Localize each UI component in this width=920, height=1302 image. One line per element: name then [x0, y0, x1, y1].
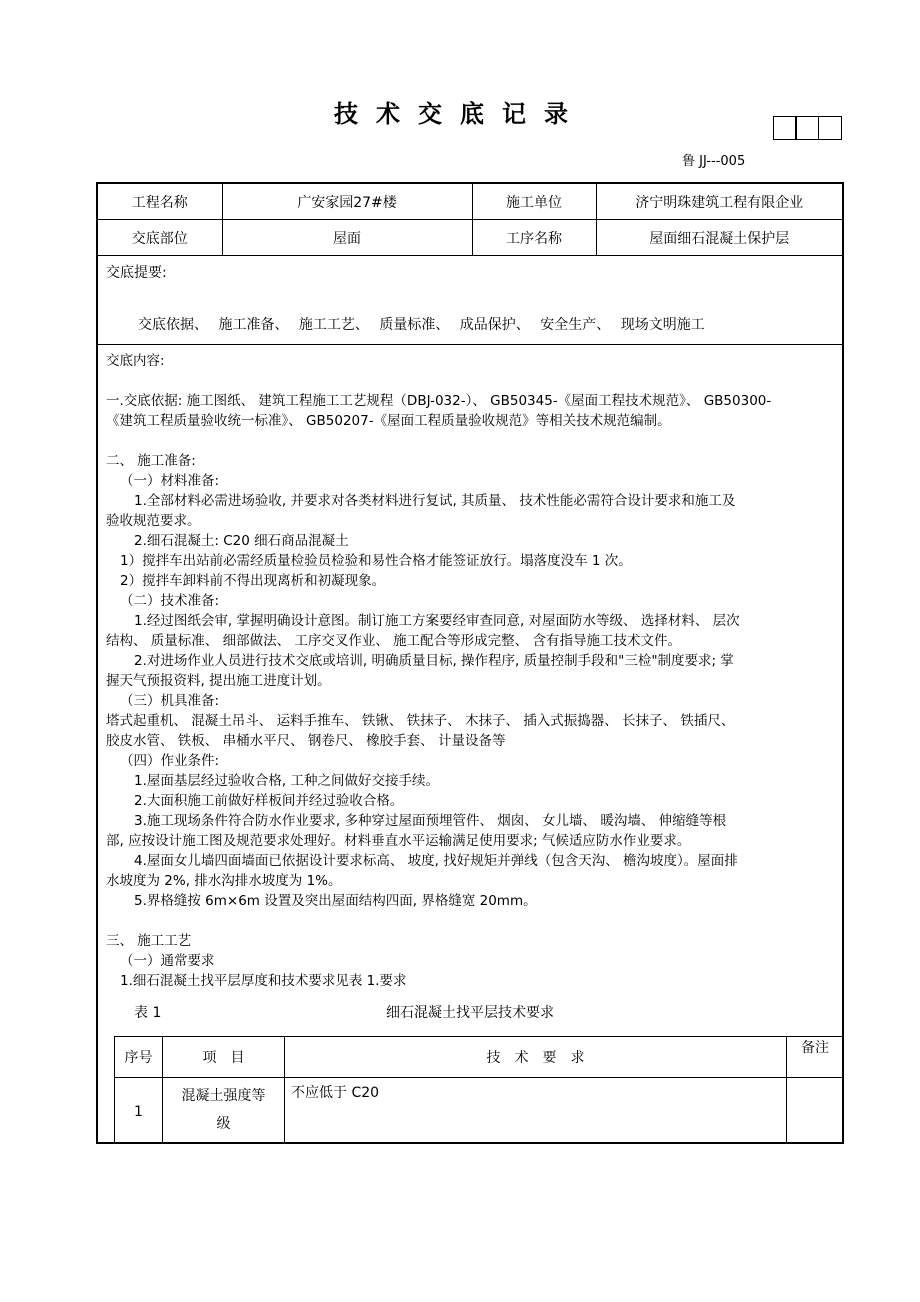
- content-line: 一.交底依据: 施工图纸、 建筑工程施工工艺规程（DBJ-032-）、 GB50345-《屋面工程技术规范》、 GB50300-: [106, 393, 772, 409]
- content-line: 《建筑工程质量验收统一标准》、 GB50207-《屋面工程质量验收规范》等相关技术规范编制。: [106, 413, 671, 429]
- number-box: [773, 116, 797, 140]
- spec-col-requirement: 技 术 要 求: [285, 1037, 787, 1078]
- section-heading: 三、 施工工艺: [106, 933, 192, 949]
- content-line: 胶皮水管、 铁板、 串桶水平尺、 钢卷尺、 橡胶手套、 计量设备等: [106, 733, 506, 749]
- content-line: 2.对进场作业人员进行技术交底或培训, 明确质量目标, 操作程序, 质量控制手段和"三检"制度要求; 掌: [134, 653, 734, 669]
- number-box: [795, 116, 819, 140]
- process-value: 屋面细石混凝土保护层: [596, 220, 842, 256]
- content-label: 交底内容:: [106, 353, 165, 369]
- subsection-heading: （三）机具准备:: [120, 693, 220, 709]
- content-line: 5.界格缝按 6m×6m 设置及突出屋面结构四面, 界格缝宽 20mm。: [134, 893, 537, 909]
- spec-col-item: 项 目: [163, 1037, 285, 1078]
- table-title: 细石混凝土找平层技术要求: [386, 1005, 554, 1021]
- content-line: 4.屋面女儿墙四面墙面已依据设计要求标高、 坡度, 找好规矩并弹线（包含天沟、 檐沟坡度）。屋面排: [134, 853, 738, 869]
- project-name-value: 广安家园27#楼: [222, 184, 472, 220]
- record-number-boxes: [774, 116, 842, 140]
- table-caption: [106, 991, 834, 1031]
- subsection-heading: （一）材料准备:: [120, 473, 220, 489]
- location-value: 屋面: [222, 220, 472, 256]
- content-line: 1.屋面基层经过验收合格, 工种之间做好交接手续。: [134, 773, 439, 789]
- document-code: 鲁 JJ---005: [682, 154, 746, 169]
- spec-col-note: [787, 1037, 844, 1078]
- content-line: 塔式起重机、 混凝土吊斗、 运料手推车、 铁锹、 铁抹子、 木抹子、 插入式振捣器、 长抹子、 铁插尺、: [106, 713, 735, 729]
- spec-header-row: [115, 1037, 844, 1078]
- spec-table: [114, 1036, 844, 1144]
- subsection-heading: （二）技术准备:: [120, 593, 220, 609]
- content-line: 1.经过图纸会审, 掌握明确设计意图。制订施工方案要经审查同意, 对屋面防水等级、 选择材料、 层次: [134, 613, 740, 629]
- document-title: 技术交底记录: [334, 100, 586, 128]
- spec-no-value: 1: [134, 1104, 143, 1120]
- content-section: [98, 345, 842, 1031]
- spec-col-no: 序号: [115, 1037, 163, 1078]
- subsection-heading: （一）通常要求: [120, 953, 215, 969]
- number-box: [818, 116, 842, 140]
- spec-cell-no: [115, 1078, 163, 1145]
- spec-cell-note: [787, 1078, 844, 1145]
- content-line: 结构、 质量标准、 细部做法、 工序交叉作业、 施工配合等形成完整、 含有指导施工技术文件。: [106, 633, 681, 649]
- content-line: 2.细石混凝土: C20 细石商品混凝土: [134, 533, 349, 549]
- process-label: 工序名称: [472, 220, 596, 256]
- content-line: 1.细石混凝土找平层厚度和技术要求见表 1.要求: [120, 973, 407, 989]
- contractor-value: 济宁明珠建筑工程有限企业: [596, 184, 842, 220]
- contractor-label: 施工单位: [472, 184, 596, 220]
- header-row: [98, 220, 842, 256]
- section-heading: 二、 施工准备:: [106, 453, 196, 469]
- content-line: 验收规范要求。: [106, 513, 201, 529]
- spec-cell-requirement: [285, 1078, 787, 1145]
- summary-label: 交底提要:: [106, 265, 167, 281]
- summary-text: 交底依据、 施工准备、 施工工艺、 质量标准、 成品保护、 安全生产、 现场文明施工: [138, 317, 705, 333]
- content-line: 2.大面积施工前做好样板间并经过验收合格。: [134, 793, 404, 809]
- content-line: 水坡度为 2%, 排水沟排水坡度为 1%。: [106, 873, 342, 889]
- content-line: 握天气预报资料, 提出施工进度计划。: [106, 673, 331, 689]
- spec-requirement-value: 不应低于 C20: [291, 1085, 380, 1101]
- record-form: [96, 182, 844, 1144]
- content-line: 2）搅拌车卸料前不得出现离析和初凝现象。: [120, 573, 386, 589]
- subsection-heading: （四）作业条件:: [120, 753, 220, 769]
- summary-section: [98, 256, 842, 345]
- content-line: 1.全部材料必需进场验收, 并要求对各类材料进行复试, 其质量、 技术性能必需符合设计要求和施工及: [134, 493, 736, 509]
- spec-col-note-label: 备注: [801, 1040, 829, 1056]
- spec-item-line: 级: [216, 1116, 231, 1132]
- project-name-label: 工程名称: [98, 184, 222, 220]
- content-line: 3.施工现场条件符合防水作业要求, 多种穿过屋面预埋管件、 烟囱、 女儿墙、 暖沟墙、 伸缩缝等根: [134, 813, 727, 829]
- content-line: 部, 应按设计施工图及规范要求处理好。材料垂直水平运输满足使用要求; 气候适应防水作业要求。: [106, 833, 691, 849]
- content-line: 1）搅拌车出站前必需经质量检验员检验和易性合格才能签证放行。塌落度没车 1 次。: [120, 553, 632, 569]
- spec-item-line: 混凝土强度等: [181, 1088, 266, 1104]
- header-row: [98, 184, 842, 220]
- spec-row: [115, 1078, 844, 1145]
- header-table: [98, 184, 842, 256]
- location-label: 交底部位: [98, 220, 222, 256]
- spec-cell-item: [163, 1078, 285, 1145]
- table-label: 表 1: [134, 1005, 162, 1021]
